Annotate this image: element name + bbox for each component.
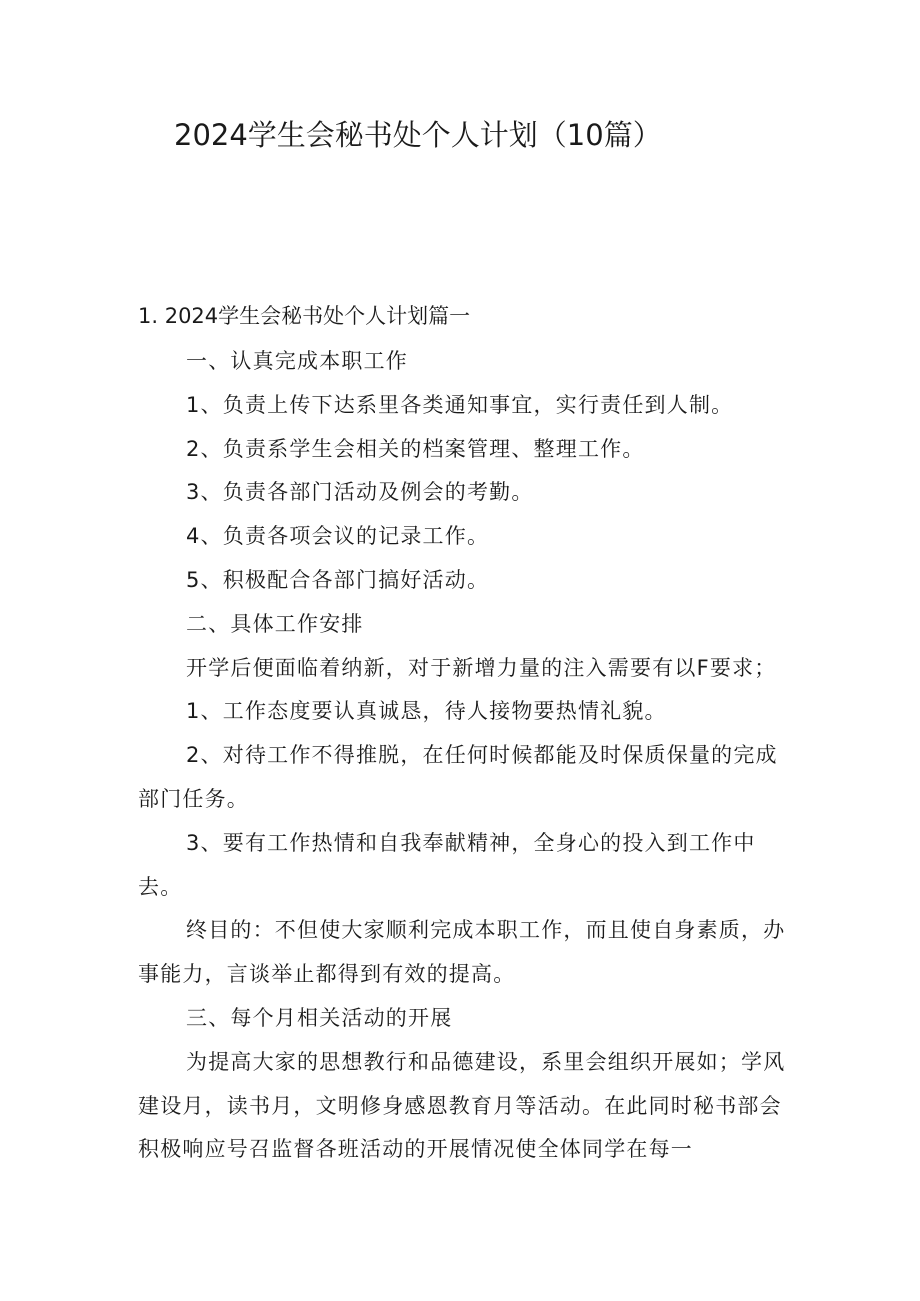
paragraph: 2、负责系学生会相关的档案管理、整理工作。	[186, 436, 645, 461]
paragraph-heading-1: 一、认真完成本职工作	[186, 349, 408, 373]
paragraph-heading-3: 三、每个月相关活动的开展	[186, 1005, 453, 1030]
document-body	[138, 340, 788, 1172]
paragraph: 为提高大家的思想教行和品德建设，系里会组织开展如；学风建设月，读书月，文明修身感恩教育月等活动。在此同时秘书部会积极响应号召监督各班活动的开展情况使全体同学在每一	[138, 1049, 786, 1162]
section-heading: 1. 2024学生会秘书处个人计划篇一	[138, 304, 471, 328]
document-title: 2024学生会秘书处个人计划（10篇）	[174, 118, 662, 152]
paragraph: 1、负责上传下达系里各类通知事宜，实行责任到人制。	[186, 392, 734, 417]
paragraph-heading-2: 二、具体工作安排	[186, 611, 364, 636]
paragraph: 2、对待工作不得推脱，在任何时候都能及时保质保量的完成部门任务。	[138, 743, 778, 811]
paragraph: 终目的：不但使大家顺利完成本职工作，而且使自身素质，办事能力，言谈举止都得到有效的提高。	[138, 918, 786, 987]
paragraph: 开学后便面临着纳新，对于新增力量的注入需要有以F要求；	[186, 655, 777, 680]
paragraph: 1、工作态度要认真诚恳，待人接物要热情礼貌。	[186, 699, 667, 724]
paragraph: 5、积极配合各部门搞好活动。	[186, 567, 490, 592]
paragraph: 3、要有工作热情和自我奉献精神，全身心的投入到工作中去。	[138, 830, 756, 899]
paragraph: 3、负责各部门活动及例会的考勤。	[186, 480, 534, 505]
paragraph: 4、负责各项会议的记录工作。	[186, 524, 490, 549]
